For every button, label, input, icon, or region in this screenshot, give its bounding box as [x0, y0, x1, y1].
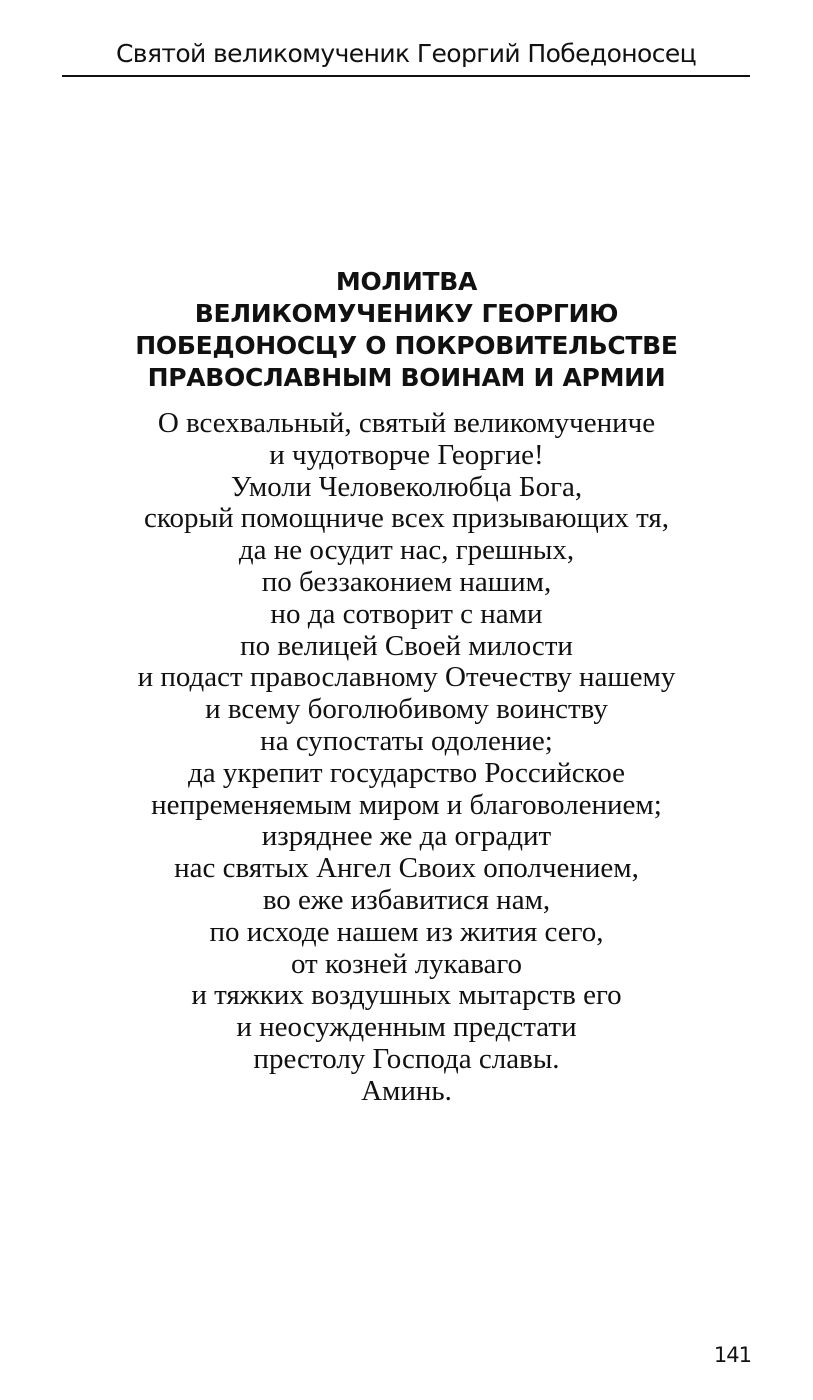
prayer-text	[20, 408, 793, 1108]
prayer-title	[40, 266, 773, 394]
prayer-line: нас святых Ангел Своих ополчением,	[174, 852, 639, 885]
prayer-line: и тяжких воздушных мытарств его	[191, 979, 622, 1012]
prayer-title-line: ВЕЛИКОМУЧЕНИКУ ГЕОРГИЮ	[194, 299, 619, 328]
prayer-line: Аминь.	[361, 1074, 452, 1107]
prayer-line: Умоли Человеколюбца Бога,	[230, 470, 583, 503]
prayer-line: по велицей Своей милости	[240, 629, 573, 662]
prayer-title-line: ПОБЕДОНОСЦУ О ПОКРОВИТЕЛЬСТВЕ	[135, 331, 678, 360]
prayer-line: и подаст православному Отечеству нашему	[137, 661, 676, 694]
prayer-line: непременяемым миром и благоволением;	[151, 788, 662, 821]
page-number: 141	[713, 1343, 751, 1367]
running-head-title: Святой великомученик Георгий Победоносец	[115, 39, 697, 68]
prayer-title-line: МОЛИТВА	[335, 267, 478, 296]
header-divider	[62, 75, 750, 77]
prayer-line: по беззаконием нашим,	[261, 565, 552, 598]
prayer-line: от козней лукаваго	[290, 947, 523, 980]
prayer-line: да укрепит государство Российское	[188, 756, 625, 789]
prayer-line: по исходе нашем из жития сего,	[209, 915, 604, 948]
prayer-title-line: ПРАВОСЛАВНЫМ ВОИНАМ И АРМИИ	[147, 363, 666, 392]
prayer-line: О всехвальный, святый великомучениче	[157, 407, 656, 439]
prayer-line: и всему боголюбивому воинству	[205, 693, 608, 726]
prayer-line: но да сотворит с нами	[270, 597, 543, 630]
prayer-line: во еже избавитися нам,	[262, 883, 551, 916]
prayer-line: на супостаты одоление;	[260, 724, 553, 757]
prayer-line: и чудотворче Георгие!	[269, 438, 544, 471]
prayer-line: престолу Господа славы.	[253, 1042, 560, 1075]
prayer-line: и неосужденным предстати	[236, 1011, 577, 1044]
prayer-line: да не осудит нас, грешных,	[238, 534, 575, 567]
prayer-line: скорый помощниче всех призывающих тя,	[144, 502, 669, 535]
prayer-line: изряднее же да оградит	[261, 820, 552, 853]
